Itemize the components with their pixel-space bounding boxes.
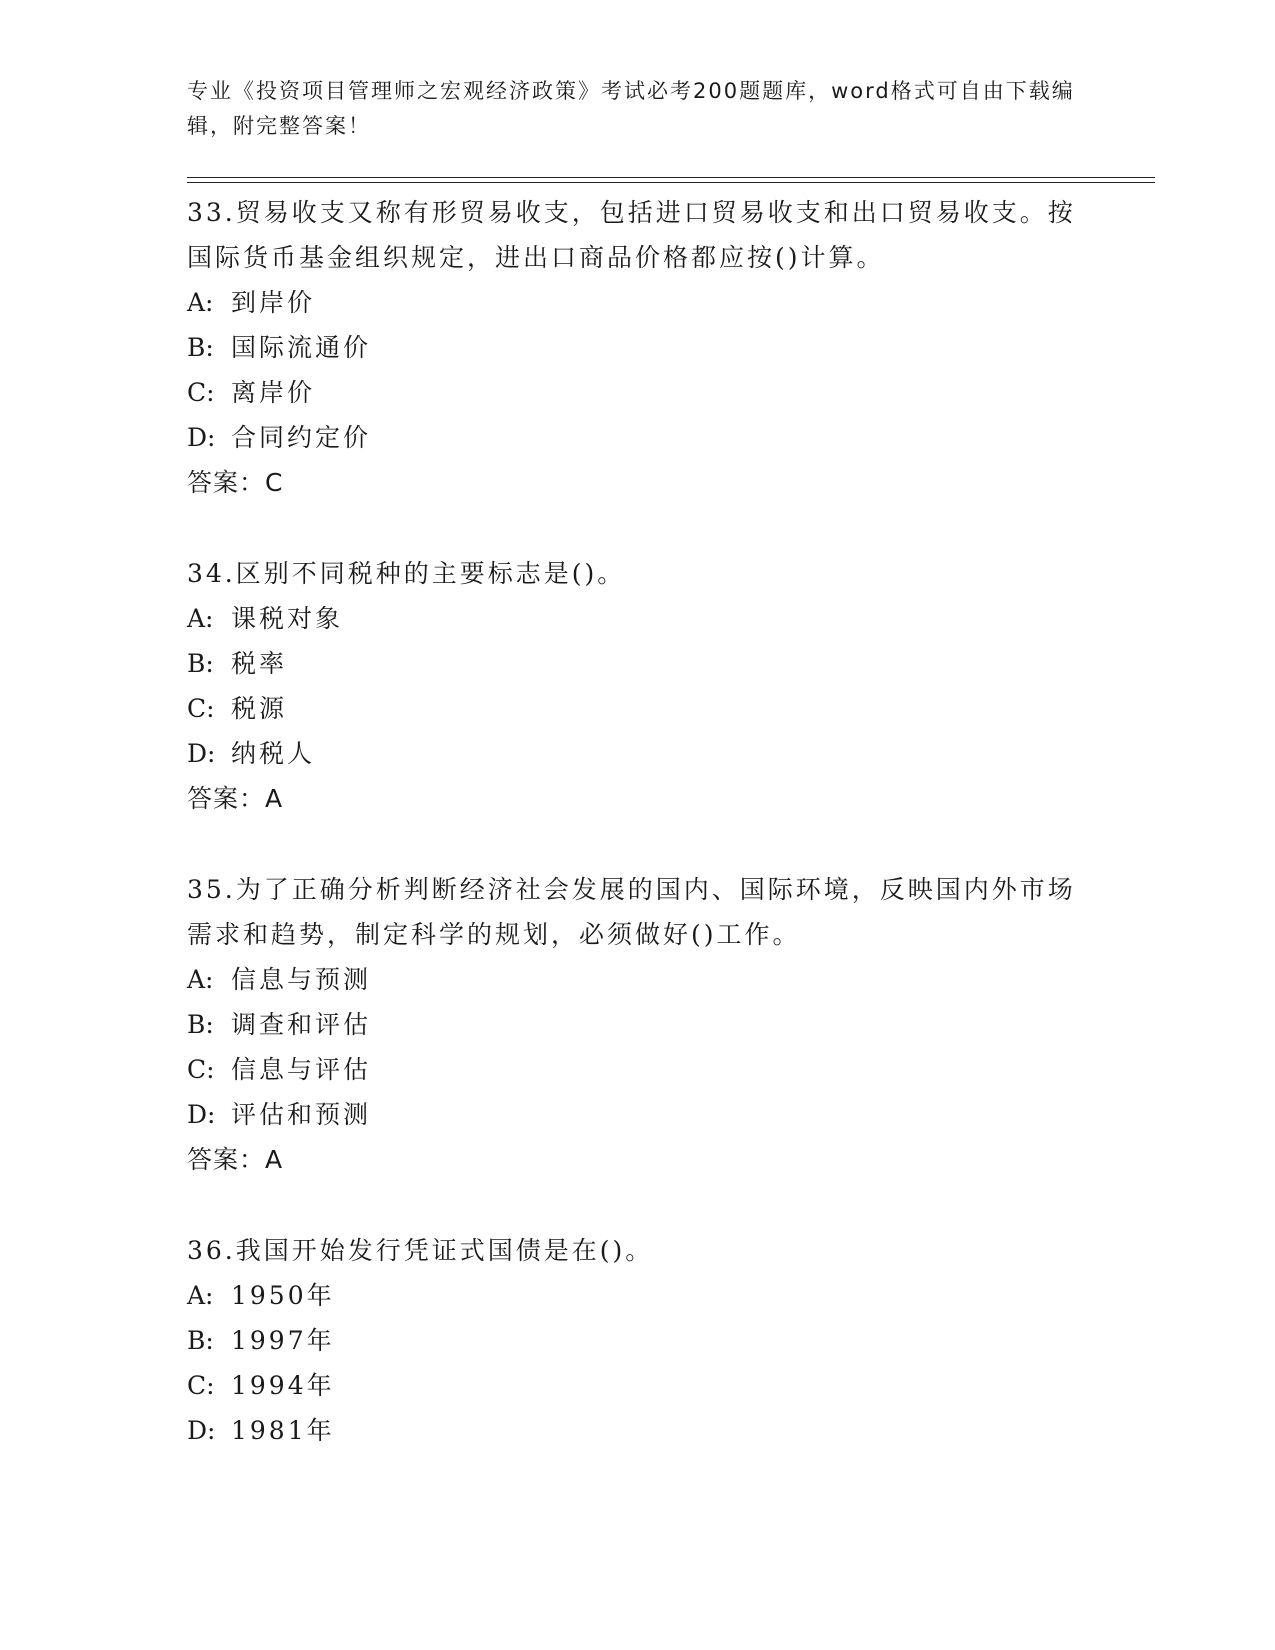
- question-34: [187, 551, 1087, 821]
- option-d: [187, 1092, 1087, 1137]
- option-text: 评估和预测: [231, 1100, 372, 1129]
- option-text: 信息与评估: [231, 1055, 372, 1084]
- header-rule-top: [187, 177, 1155, 178]
- option-a: [187, 596, 1087, 641]
- question-stem: 34.区别不同税种的主要标志是()。: [187, 559, 626, 588]
- option-label: D:: [187, 423, 216, 452]
- option-text: 离岸价: [231, 378, 316, 407]
- option-label: B:: [187, 649, 214, 678]
- option-b: [187, 325, 1087, 370]
- option-c: [187, 1363, 1087, 1408]
- option-label: C:: [187, 694, 215, 723]
- answer-line: 答案：C: [187, 468, 284, 497]
- option-text: 1997年: [231, 1326, 335, 1355]
- option-c: [187, 1047, 1087, 1092]
- question-stem: 36.我国开始发行凭证式国债是在()。: [187, 1236, 654, 1265]
- option-label: A:: [187, 288, 214, 317]
- question-stem: 35.为了正确分析判断经济社会发展的国内、国际环境，反映国内外市场需求和趋势，制定科学的规划，必须做好()工作。: [187, 875, 1076, 949]
- option-b: [187, 641, 1087, 686]
- option-label: A:: [187, 965, 214, 994]
- option-text: 纳税人: [231, 739, 316, 768]
- option-text: 国际流通价: [231, 333, 372, 362]
- option-d: [187, 1408, 1087, 1453]
- option-text: 1950年: [231, 1281, 335, 1310]
- option-text: 税率: [231, 649, 288, 678]
- option-text: 税源: [231, 694, 288, 723]
- question-list: [187, 190, 1087, 1453]
- option-label: D:: [187, 739, 216, 768]
- option-a: [187, 1273, 1087, 1318]
- option-text: 1994年: [231, 1371, 335, 1400]
- option-text: 1981年: [231, 1416, 335, 1445]
- document-header: 专业《投资项目管理师之宏观经济政策》考试必考200题题库，word格式可自由下载编辑，附完整答案！: [187, 79, 1075, 138]
- option-label: C:: [187, 1055, 215, 1084]
- option-label: B:: [187, 333, 214, 362]
- option-text: 课税对象: [231, 604, 344, 633]
- option-text: 调查和评估: [231, 1010, 372, 1039]
- option-a: [187, 280, 1087, 325]
- option-d: [187, 731, 1087, 776]
- answer-line: 答案：A: [187, 1145, 284, 1174]
- option-label: D:: [187, 1100, 216, 1129]
- question-35: [187, 867, 1087, 1182]
- option-text: 到岸价: [231, 288, 316, 317]
- option-c: [187, 686, 1087, 731]
- option-d: [187, 415, 1087, 460]
- option-a: [187, 957, 1087, 1002]
- option-c: [187, 370, 1087, 415]
- question-stem: 33.贸易收支又称有形贸易收支，包括进口贸易收支和出口贸易收支。按国际货币基金组织规定，进出口商品价格都应按()计算。: [187, 198, 1076, 272]
- option-text: 合同约定价: [231, 423, 372, 452]
- answer-line: 答案：A: [187, 784, 284, 813]
- question-33: [187, 190, 1087, 505]
- option-label: B:: [187, 1326, 214, 1355]
- option-b: [187, 1002, 1087, 1047]
- option-label: A:: [187, 1281, 214, 1310]
- option-label: D:: [187, 1416, 216, 1445]
- header-rule-bottom: [187, 182, 1155, 183]
- option-b: [187, 1318, 1087, 1363]
- question-36: [187, 1228, 1087, 1453]
- option-text: 信息与预测: [231, 965, 372, 994]
- option-label: B:: [187, 1010, 214, 1039]
- option-label: C:: [187, 378, 215, 407]
- option-label: A:: [187, 604, 214, 633]
- option-label: C:: [187, 1371, 215, 1400]
